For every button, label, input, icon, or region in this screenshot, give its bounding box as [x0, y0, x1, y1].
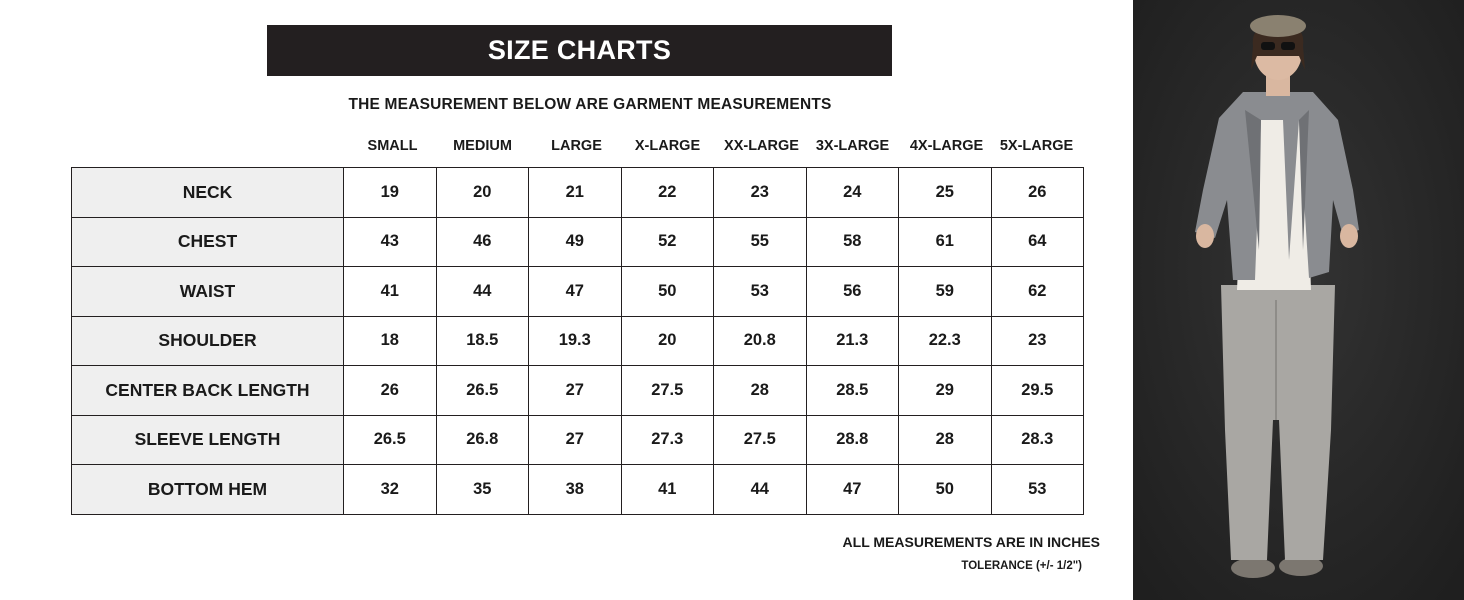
table-cell: 58 [806, 217, 899, 267]
model-photo [1133, 0, 1464, 600]
table-cell: 26 [991, 168, 1084, 218]
table-cell: 53 [991, 465, 1084, 515]
column-header-large: LARGE [551, 138, 602, 154]
table-cell: 41 [621, 465, 714, 515]
table-cell: 27.5 [714, 415, 807, 465]
table-cell: 26.8 [436, 415, 529, 465]
table-cell: 27 [529, 415, 622, 465]
table-cell: 50 [621, 267, 714, 317]
table-cell: 29 [899, 366, 992, 416]
table-cell: 44 [436, 267, 529, 317]
row-label: SLEEVE LENGTH [72, 415, 344, 465]
row-label: NECK [72, 168, 344, 218]
table-cell: 47 [529, 267, 622, 317]
table-row-chest [72, 217, 1084, 267]
table-row-neck [72, 168, 1084, 218]
row-label: CHEST [72, 217, 344, 267]
column-header-small: SMALL [367, 138, 418, 154]
table-cell: 28 [714, 366, 807, 416]
table-cell: 29.5 [991, 366, 1084, 416]
sunglasses-right [1281, 42, 1295, 50]
table-cell: 25 [899, 168, 992, 218]
sunglasses-left [1261, 42, 1275, 50]
table-cell: 19.3 [529, 316, 622, 366]
table-cell: 38 [529, 465, 622, 515]
table-row-waist [72, 267, 1084, 317]
table-cell: 26.5 [344, 415, 437, 465]
row-label: SHOULDER [72, 316, 344, 366]
table-cell: 21 [529, 168, 622, 218]
table-cell: 53 [714, 267, 807, 317]
table-cell: 27.5 [621, 366, 714, 416]
measurement-subtitle: THE MEASUREMENT BELOW ARE GARMENT MEASUREMENTS [348, 96, 832, 113]
table-cell: 56 [806, 267, 899, 317]
table-row-center-back-length [72, 366, 1084, 416]
row-label: WAIST [72, 267, 344, 317]
table-cell: 28.8 [806, 415, 899, 465]
row-label: CENTER BACK LENGTH [72, 366, 344, 416]
table-cell: 28.5 [806, 366, 899, 416]
table-cell: 20.8 [714, 316, 807, 366]
column-header-3x-large: 3X-LARGE [815, 138, 890, 154]
column-header-5x-large: 5X-LARGE [999, 138, 1074, 154]
table-cell: 64 [991, 217, 1084, 267]
table-cell: 28 [899, 415, 992, 465]
table-cell: 20 [436, 168, 529, 218]
column-header-4x-large: 4X-LARGE [909, 138, 984, 154]
table-row-sleeve-length [72, 415, 1084, 465]
table-cell: 52 [621, 217, 714, 267]
table-cell: 22 [621, 168, 714, 218]
table-cell: 59 [899, 267, 992, 317]
table-cell: 18.5 [436, 316, 529, 366]
table-cell: 35 [436, 465, 529, 515]
column-header-medium: MEDIUM [453, 138, 512, 154]
table-cell: 43 [344, 217, 437, 267]
table-cell: 46 [436, 217, 529, 267]
left-shoe [1231, 558, 1275, 578]
cap [1250, 15, 1306, 37]
units-note: ALL MEASUREMENTS ARE IN INCHES [842, 534, 1100, 550]
table-cell: 26.5 [436, 366, 529, 416]
right-hand [1340, 224, 1358, 248]
table-cell: 27 [529, 366, 622, 416]
table-cell: 23 [991, 316, 1084, 366]
table-cell: 61 [899, 217, 992, 267]
row-label: BOTTOM HEM [72, 465, 344, 515]
table-cell: 47 [806, 465, 899, 515]
model-illustration [1133, 0, 1464, 600]
table-cell: 49 [529, 217, 622, 267]
table-cell: 27.3 [621, 415, 714, 465]
table-row-bottom-hem [72, 465, 1084, 515]
left-hand [1196, 224, 1214, 248]
table-cell: 23 [714, 168, 807, 218]
page-title: SIZE CHARTS [487, 35, 672, 65]
table-cell: 55 [714, 217, 807, 267]
table-cell: 44 [714, 465, 807, 515]
size-table [71, 167, 1084, 515]
table-cell: 22.3 [899, 316, 992, 366]
table-cell: 41 [344, 267, 437, 317]
table-row-shoulder [72, 316, 1084, 366]
size-charts-title [267, 25, 892, 76]
table-cell: 50 [899, 465, 992, 515]
table-cell: 24 [806, 168, 899, 218]
column-header-xx-large: XX-LARGE [724, 138, 799, 154]
table-cell: 28.3 [991, 415, 1084, 465]
tolerance-note: TOLERANCE (+/- 1/2") [961, 560, 1082, 572]
table-cell: 26 [344, 366, 437, 416]
table-cell: 20 [621, 316, 714, 366]
table-cell: 19 [344, 168, 437, 218]
table-cell: 32 [344, 465, 437, 515]
table-cell: 18 [344, 316, 437, 366]
table-cell: 21.3 [806, 316, 899, 366]
column-header-x-large: X-LARGE [634, 138, 701, 154]
table-cell: 62 [991, 267, 1084, 317]
